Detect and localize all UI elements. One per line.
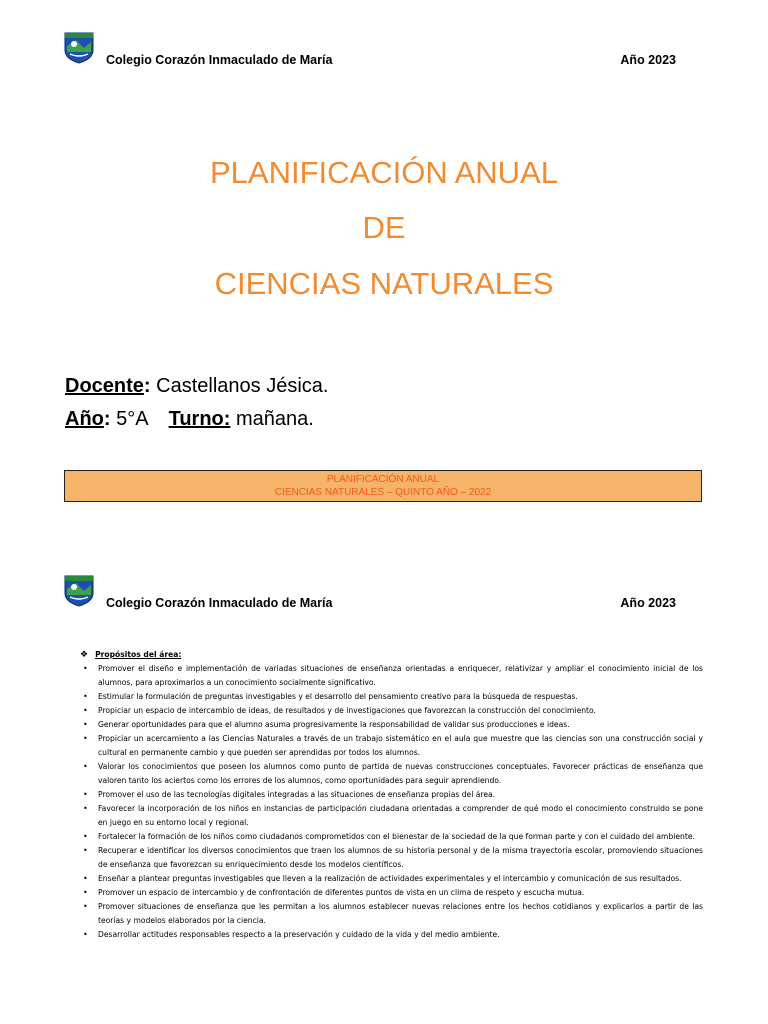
list-item: • Generar oportunidades para que el alumno asuma progresivamente la responsabilidad de validar sus producciones e ideas.: [98, 718, 703, 732]
title-line-1: PLANIFICACIÓN ANUAL: [210, 155, 558, 190]
list-item: • Promover el uso de las tecnologías digitales integradas a las situaciones de enseñanza propias del área.: [98, 788, 703, 802]
bullet-icon: •: [83, 734, 88, 743]
docente-line: Docente: Castellanos Jésica.: [65, 375, 329, 397]
banner-line-1: PLANIFICACIÓN ANUAL: [326, 474, 440, 485]
list-item: • Desarrollar actitudes responsables respecto a la preservación y cuidado de la vida y del medio ambiente.: [98, 928, 703, 942]
bullet-icon: •: [83, 832, 88, 841]
list-item: • Promover el diseño e implementación de variadas situaciones de enseñanza orientadas a enriquecer, relativizar y ampliar el conocimiento inicial de los alumnos, para aproximarlos a un conocimiento socialmente significativo.: [83, 664, 703, 687]
propositos-section: [80, 648, 703, 942]
school-name: Colegio Corazón Inmaculado de María: [106, 53, 333, 67]
bullet-icon: •: [83, 804, 88, 813]
propositos-list: [80, 662, 703, 942]
title-line-3: CIENCIAS NATURALES: [214, 266, 554, 301]
bullet-icon: •: [83, 706, 88, 715]
list-item: • Propiciar un acercamiento a las Ciencias Naturales a través de un trabajo sistemático en el aula que muestre que las ciencias son una construcción social y cultural en permanente cambio y que pueden ser aprendidas por todos los alumnos.: [83, 734, 703, 757]
banner-line-2: CIENCIAS NATURALES – QUINTO AÑO – 2022: [274, 487, 492, 498]
school-crest-icon: [64, 32, 94, 64]
list-item: • Favorecer la incorporación de los niños en instancias de participación ciudadana orientadas a comprender de qué modo el conocimiento construido se pone en juego en su entorno local y regional.: [83, 804, 703, 827]
plan-banner: [64, 470, 702, 502]
page-header-2: [64, 575, 676, 621]
bullet-icon: •: [83, 790, 88, 799]
school-crest-icon: [64, 575, 94, 607]
bullet-icon: •: [83, 874, 88, 883]
page-header: [64, 32, 676, 78]
list-item: • Propiciar un espacio de intercambio de ideas, de resultados y de investigaciones que favorezcan la construcción del conocimiento.: [98, 704, 703, 718]
list-item: • Estimular la formulación de preguntas investigables y el desarrollo del pensamiento creativo para la búsqueda de respuestas.: [98, 690, 703, 704]
curso-line: Año: 5°A Turno: mañana.: [65, 408, 314, 430]
bullet-icon: •: [83, 846, 88, 855]
list-item: • Promover situaciones de enseñanza que les permitan a los alumnos establecer nuevas relaciones entre los hechos cotidianos y explicarlos a partir de las teorías y modelos elaborados por la ciencia.: [83, 902, 703, 925]
anio-value: 5°A: [116, 408, 148, 430]
bullet-icon: •: [83, 720, 88, 729]
list-item: • Enseñar a plantear preguntas investigables que lleven a la realización de actividades experimentales y el intercambio y comunicación de sus resultados.: [98, 872, 703, 886]
bullet-icon: •: [83, 902, 88, 911]
docente-label: Docente: [65, 375, 144, 397]
bullet-icon: •: [83, 692, 88, 701]
school-name: Colegio Corazón Inmaculado de María: [106, 596, 333, 610]
turno-value: mañana.: [236, 408, 314, 430]
title-line-2: DE: [362, 210, 406, 245]
header-year: Año 2023: [620, 53, 676, 67]
list-item: • Recuperar e identificar los diversos conocimientos que traen los alumnos de su historia personal y de la misma trayectoria escolar, promoviendo situaciones de enseñanza que favorezcan su enriquecimiento desde los modelos científicos.: [83, 846, 703, 869]
bullet-icon: •: [83, 930, 88, 939]
anio-label: Año: [65, 408, 104, 430]
bullet-icon: •: [83, 888, 88, 897]
docente-value: Castellanos Jésica.: [156, 375, 329, 397]
bullet-icon: •: [83, 664, 88, 673]
turno-label: Turno:: [168, 408, 231, 430]
propositos-heading-text: Propósitos del área:: [95, 650, 182, 659]
bullet-icon: •: [83, 762, 88, 771]
list-item: • Valorar los conocimientos que poseen los alumnos como punto de partida de nuevas construcciones conceptuales. Favorecer prácticas de enseñanza que valoren tanto los aciertos como los errores de los alumnos, como oportunidades para seguir aprendiendo.: [83, 762, 703, 785]
diamond-bullet-icon: ❖: [80, 650, 89, 660]
list-item: • Promover un espacio de intercambio y de confrontación de diferentes puntos de vista en un clima de respeto y escucha mutua.: [98, 886, 703, 900]
list-item: • Fortalecer la formación de los niños como ciudadanos comprometidos con el bienestar de la sociedad de la que forman parte y con el cuidado del ambiente.: [98, 830, 703, 844]
header-year: Año 2023: [620, 596, 676, 610]
propositos-heading: [80, 648, 703, 662]
